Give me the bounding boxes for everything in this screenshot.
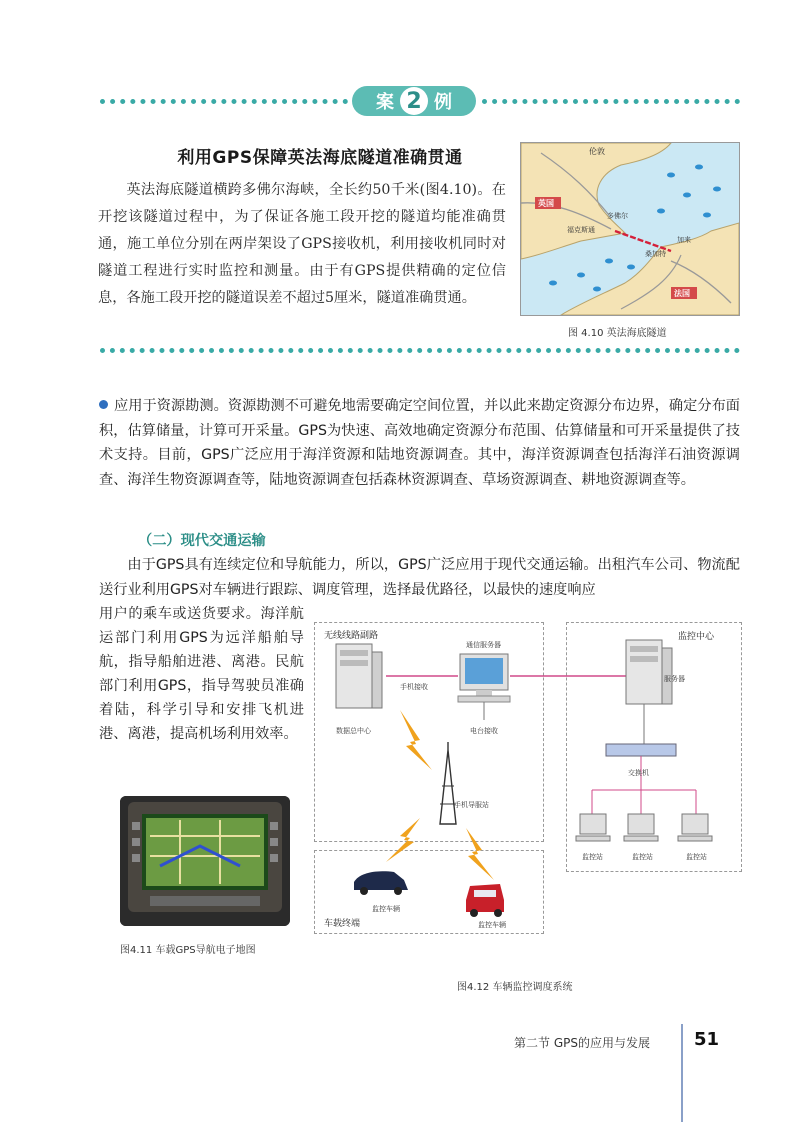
van-label: 监控车辆 [478, 921, 506, 929]
switch-label: 交换机 [628, 769, 649, 777]
map-label-france: 法国 [674, 289, 690, 298]
data-center-label: 数据总中心 [336, 727, 371, 735]
car-label: 监控车辆 [372, 905, 400, 913]
case-banner [352, 86, 476, 116]
case-banner-number: 2 [400, 87, 428, 115]
lightning-icon [386, 818, 420, 862]
tower-label: 手机导服站 [454, 801, 489, 809]
case-body: 英法海底隧道横跨多佛尔海峡，全长约50千米(图4.10)。在开挖该隧道过程中，为了保证各施工段开挖的隧道均能准确贯通，施工单位分别在两岸架设了GPS接收机，利用接收机同时对隧道工程进行实时监控和测量。由于有GPS提供精确的定位信息，各施工段开挖的隧道误差不超过5厘米，隧道准确贯通。 [98, 182, 506, 306]
case-bottom-dotline [100, 348, 740, 353]
case-banner-left: 案 [376, 92, 394, 113]
wireless-box-label: 无线线路副路 [324, 631, 379, 641]
bullet-icon [99, 400, 108, 409]
page-number: 51 [694, 1029, 720, 1050]
paragraph-transport-side: 用户的乘车或送货要求。海洋航运部门利用GPS为远洋船舶导航，指导船舶进港、离港。民航部门利用GPS，指导驾驶员准确着陆，科学引导和安排飞机进港、离港，提高机场利用效率。 [99, 606, 304, 742]
lightning-icon [466, 828, 494, 880]
map-graphic [521, 143, 739, 315]
banner-dotline-left [100, 99, 348, 104]
map-label-england: 英国 [538, 199, 554, 208]
map-label-calais: 加来 [677, 236, 691, 244]
car-gps-photo [120, 796, 290, 926]
map-label-sangatte: 桑加特 [645, 250, 666, 258]
case-title: 利用GPS保障英法海底隧道准确贯通 [177, 148, 463, 168]
phone-rx-label: 手机接收 [400, 683, 428, 691]
comm-server-label: 通信服务器 [466, 641, 501, 649]
lightning-icon [400, 710, 432, 770]
section-heading-transport: （二）现代交通运输 [138, 533, 266, 549]
map-label-dover: 多佛尔 [607, 212, 628, 220]
channel-tunnel-map [520, 142, 740, 316]
paragraph-resource-survey-text: 应用于资源勘测。资源勘测不可避免地需要确定空间位置，并以此来勘定资源分布边界，确定分布面积，估算储量，计算可开采量。GPS为快速、高效地确定资源分布范围、估算储量和可开采量提供了技术支持。目前，GPS广泛应用于海洋资源和陆地资源调查。其中，海洋资源调查包括海洋石油资源调查、海洋生物资源调查等，陆地资源调查包括森林资源调查、草场资源调查、耕地资源调查等。 [99, 398, 740, 488]
monitoring-system-diagram [300, 600, 750, 940]
banner-dotline-right [482, 99, 740, 104]
case-banner-right: 例 [434, 92, 452, 113]
server-label: 服务器 [664, 675, 685, 683]
map-label-folkestone: 福克斯通 [567, 226, 595, 234]
vehicle-terminal-label: 车载终端 [324, 919, 361, 929]
power-rx-label: 电台接收 [470, 727, 498, 735]
footer-section-title: 第二节 GPS的应用与发展 [514, 1036, 650, 1050]
fig412-caption: 图4.12 车辆监控调度系统 [457, 982, 573, 993]
car-gps-graphic [120, 796, 290, 926]
workstation-label: 监控站 [686, 853, 707, 861]
map-label-north: 伦敦 [589, 147, 605, 156]
fig411-caption: 图4.11 车载GPS导航电子地图 [120, 945, 256, 956]
paragraph-resource-survey [99, 394, 740, 492]
paragraph-transport-top: 由于GPS具有连续定位和导航能力，所以，GPS广泛应用于现代交通运输。出租汽车公司、物流配送行业利用GPS对车辆进行跟踪、调度管理，选择最优路径，以最快的速度响应 [99, 557, 740, 598]
workstation-label: 监控站 [582, 853, 603, 861]
monitor-center-label: 监控中心 [678, 632, 715, 642]
footer-divider [681, 1024, 683, 1122]
map-caption: 图 4.10 英法海底隧道 [568, 328, 667, 339]
workstation-label: 监控站 [632, 853, 653, 861]
